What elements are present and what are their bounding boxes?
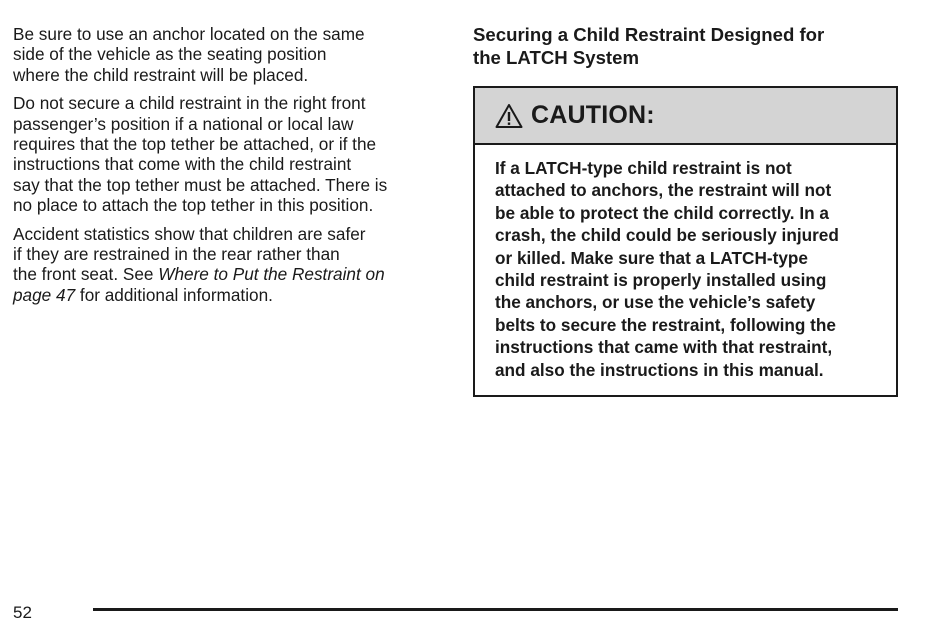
text-fragment: the front seat. See — [13, 264, 159, 285]
caution-line: attached to anchors, the restraint will not — [495, 180, 832, 201]
caution-body — [475, 145, 896, 381]
text-line: Be sure to use an anchor located on the same — [13, 24, 365, 44]
heading-line: the LATCH System — [473, 47, 639, 68]
warning-triangle-icon — [495, 103, 523, 129]
caution-line: instructions that came with that restraint, — [495, 337, 833, 358]
footer-rule — [93, 608, 898, 611]
caution-title: CAUTION: — [531, 101, 655, 129]
caution-line: be able to protect the child correctly. In a — [495, 202, 829, 223]
caution-line: the anchors, or use the vehicle’s safety — [495, 292, 816, 313]
section-heading — [473, 23, 898, 69]
text-line: where the child restraint will be placed. — [13, 64, 309, 85]
cross-reference-link[interactable]: Where to Put the Restraint on — [158, 264, 385, 285]
caution-line: or killed. Make sure that a LATCH-type — [495, 247, 808, 268]
heading-line: Securing a Child Restraint Designed for — [473, 24, 825, 45]
text-line: no place to attach the top tether in this position. — [13, 195, 374, 216]
caution-line: belts to secure the restraint, following the — [495, 314, 836, 335]
text-line: passenger’s position if a national or local law — [13, 113, 354, 134]
text-line: requires that the top tether be attached, or if the — [13, 134, 377, 155]
text-line: Accident statistics show that children are safer — [13, 223, 366, 244]
caution-box — [473, 86, 898, 397]
left-column — [13, 24, 438, 313]
text-line: instructions that come with the child restraint — [13, 154, 352, 175]
accident-statistics-paragraph — [13, 224, 438, 306]
front-passenger-paragraph — [13, 93, 438, 215]
page-number: 52 — [13, 603, 32, 622]
text-line: if they are restrained in the rear rather than — [13, 244, 340, 265]
caution-line: and also the instructions in this manual. — [495, 359, 824, 380]
text-line: Do not secure a child restraint in the right front — [13, 93, 366, 114]
right-column — [473, 23, 898, 69]
caution-line: child restraint is properly installed using — [495, 270, 827, 291]
cross-reference-page[interactable]: page 47 — [13, 284, 76, 305]
text-line: say that the top tether must be attached. There is — [13, 174, 388, 195]
caution-header — [475, 88, 896, 145]
text-line — [13, 285, 438, 305]
caution-line: If a LATCH-type child restraint is not — [495, 158, 792, 178]
text-line: side of the vehicle as the seating position — [13, 44, 327, 65]
caution-line: crash, the child could be seriously injured — [495, 225, 839, 246]
anchor-location-paragraph — [13, 24, 438, 85]
text-fragment: for additional information. — [75, 284, 273, 305]
text-line — [13, 264, 438, 284]
